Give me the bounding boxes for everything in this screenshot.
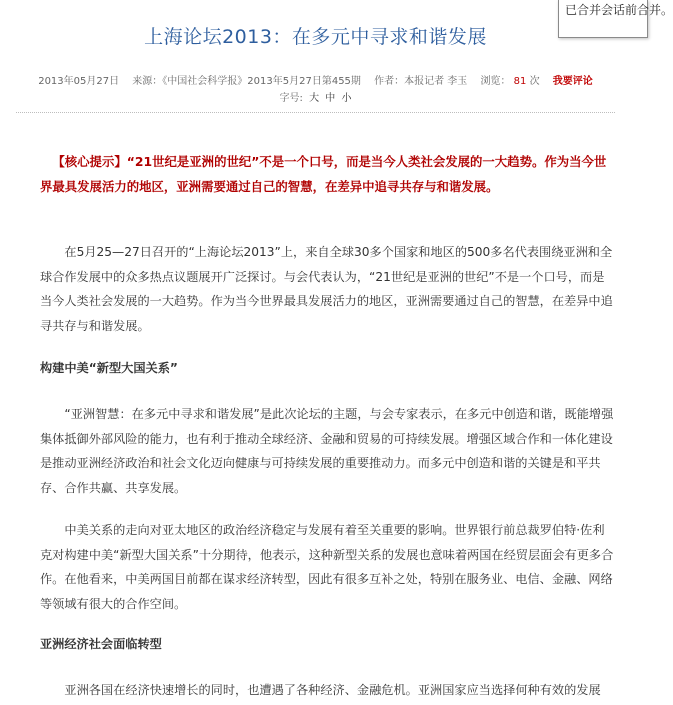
- font-size-small-button[interactable]: 小: [341, 93, 352, 104]
- font-size-medium-button[interactable]: 中: [325, 93, 336, 104]
- paragraph-intro: 在5月25—27日召开的“上海论坛2013”上，来自全球30多个国家和地区的500多名代表围绕亚洲和全球合作发展中的众多热点议题展开广泛探讨。与会代表认为，“21世纪是亚洲的世纪”不是一个口号，而是当今人类社会发展的一大趋势。作为当今世界最具发展活力的地区，亚洲需要通过自己的智慧，在差异中追寻共存与和谐发展。: [40, 245, 613, 333]
- paragraph-sino-us: 中美关系的走向对亚太地区的政治经济稳定与发展有着至关重要的影响。世界银行前总裁罗伯特·佐利克对构建中美“新型大国关系”十分期待，他表示，这种新型关系的发展也意味着两国在经贸层面会有更多合作。在他看来，中美两国目前都在谋求经济转型，因此有很多互补之处，特别在服务业、电信、金融、网络等领域有很大的合作空间。: [40, 523, 614, 611]
- font-size-label: 字号:: [279, 93, 303, 104]
- article-meta: [0, 72, 631, 87]
- paragraph-transition: 亚洲各国在经济快速增长的同时，也遭遇了各种经济、金融危机。亚洲国家应当选择何种有效的发展: [64, 683, 601, 697]
- font-size-large-button[interactable]: 大: [309, 93, 320, 104]
- article-source: 来源：《中国社会科学报》2013年5月27日第455期: [132, 76, 361, 87]
- section-heading-transition: 亚洲经济社会面临转型: [40, 637, 162, 651]
- views-count: 81: [513, 76, 527, 87]
- views-unit: 次: [529, 76, 540, 87]
- summary-text: “21世纪是亚洲的世纪”不是一个口号，而是当今人类社会发展的一大趋势。作为当今世界最具发展活力的地区，亚洲需要通过自己的智慧，在差异中追寻共存与和谐发展。: [40, 154, 607, 194]
- summary-tag: 【核心提示】: [52, 154, 127, 169]
- paragraph-theme: “亚洲智慧：在多元中寻求和谐发展”是此次论坛的主题，与会专家表示，在多元中创造和谐，既能增强集体抵御外部风险的能力，也有利于推动全球经济、金融和贸易的可持续发展。增强区域合作和一体化建设是推动亚洲经济政治和社会文化迈向健康与可持续发展的重要推动力。而多元中创造和谐的关键是和平共存、合作共赢、共享发展。: [40, 407, 614, 495]
- notification-text: 已合并会话前合并。: [565, 3, 673, 17]
- font-size-control: [0, 89, 631, 104]
- views-label: 浏览：: [480, 76, 511, 87]
- article-title: 上海论坛2013：在多元中寻求和谐发展: [144, 26, 487, 48]
- article-author: 作者：本报记者 李玉: [374, 76, 468, 87]
- publish-date: 2013年05月27日: [38, 76, 120, 87]
- core-summary: [40, 149, 615, 199]
- comment-link[interactable]: 我要评论: [552, 76, 593, 87]
- section-heading-sino-us: 构建中美“新型大国关系”: [40, 361, 178, 375]
- header-divider: [16, 112, 615, 113]
